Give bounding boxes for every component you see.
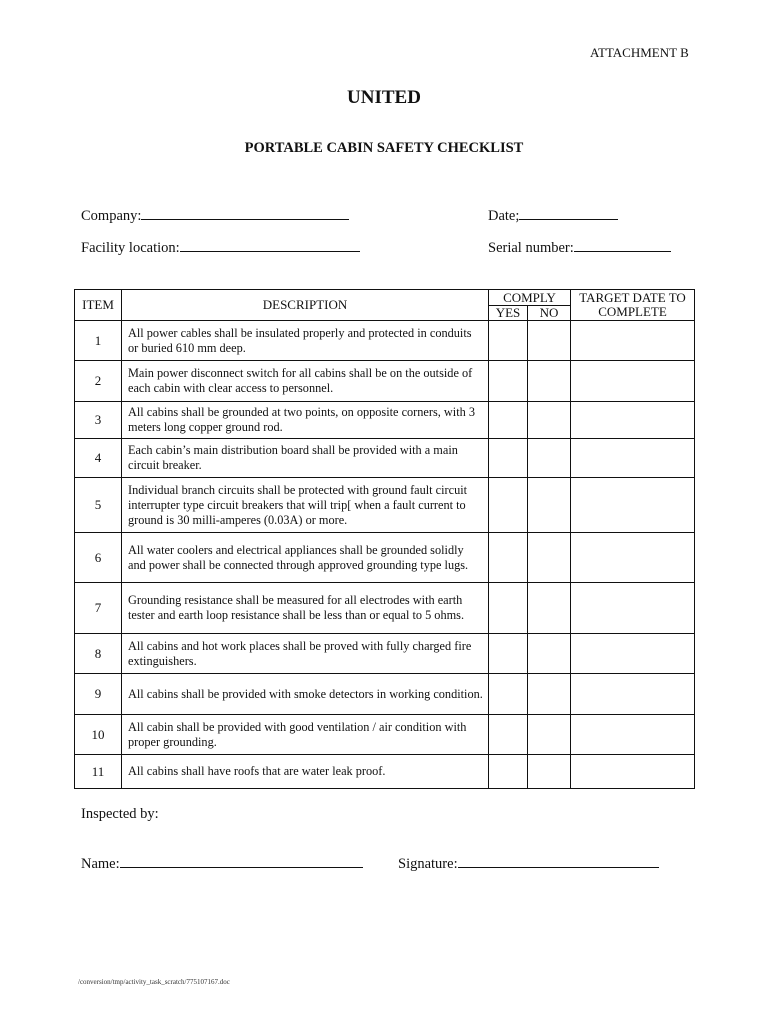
table-row <box>75 755 695 789</box>
serial-number-field[interactable] <box>488 239 671 257</box>
facility-location-blank-line[interactable] <box>180 239 360 252</box>
target-date-cell[interactable] <box>571 361 695 402</box>
no-cell[interactable] <box>528 634 571 674</box>
item-number: 5 <box>75 478 122 533</box>
company-label: Company: <box>81 208 142 224</box>
serial-number-blank-line[interactable] <box>574 239 671 252</box>
facility-location-label: Facility location: <box>81 240 180 256</box>
item-description: Main power disconnect switch for all cabins shall be on the outside of each cabin with clear access to personnel. <box>122 361 489 402</box>
inspected-by-label: Inspected by: <box>81 806 159 822</box>
header-item: ITEM <box>75 290 122 321</box>
target-date-cell[interactable] <box>571 583 695 634</box>
item-description: Grounding resistance shall be measured for all electrodes with earth tester and earth loop resistance shall be less than or equal to 5 ohms. <box>122 583 489 634</box>
item-description: All cabin shall be provided with good ventilation / air condition with proper grounding. <box>122 715 489 755</box>
table-row <box>75 478 695 533</box>
target-date-cell[interactable] <box>571 533 695 583</box>
target-date-cell[interactable] <box>571 321 695 361</box>
date-label: Date; <box>488 208 520 224</box>
item-number: 4 <box>75 439 122 478</box>
no-cell[interactable] <box>528 439 571 478</box>
header-yes: YES <box>489 306 528 321</box>
signature-field[interactable] <box>398 855 659 873</box>
table-row <box>75 439 695 478</box>
header-description: DESCRIPTION <box>122 290 489 321</box>
table-row <box>75 674 695 715</box>
no-cell[interactable] <box>528 478 571 533</box>
table-row <box>75 361 695 402</box>
no-cell[interactable] <box>528 402 571 439</box>
item-description: All cabins shall have roofs that are water leak proof. <box>122 755 489 789</box>
document-title: PORTABLE CABIN SAFETY CHECKLIST <box>244 140 524 156</box>
item-number: 1 <box>75 321 122 361</box>
yes-cell[interactable] <box>489 402 528 439</box>
item-number: 2 <box>75 361 122 402</box>
date-field[interactable] <box>488 207 618 225</box>
target-date-cell[interactable] <box>571 755 695 789</box>
signature-blank-line[interactable] <box>458 855 659 868</box>
serial-number-label: Serial number: <box>488 240 574 256</box>
name-blank-line[interactable] <box>120 855 363 868</box>
header-no: NO <box>528 306 571 321</box>
target-date-cell[interactable] <box>571 439 695 478</box>
item-description: All cabins shall be provided with smoke detectors in working condition. <box>122 674 489 715</box>
safety-checklist-table <box>74 289 695 789</box>
item-description: Individual branch circuits shall be protected with ground fault circuit interrupter type circuit breakers that will trip[ when a fault current to ground is 30 milli-amperes (0.03A) or more. <box>122 478 489 533</box>
item-number: 11 <box>75 755 122 789</box>
table-row <box>75 533 695 583</box>
item-number: 8 <box>75 634 122 674</box>
yes-cell[interactable] <box>489 533 528 583</box>
item-description: All cabins shall be grounded at two points, on opposite corners, with 3 meters long copper ground rod. <box>122 402 489 439</box>
no-cell[interactable] <box>528 533 571 583</box>
item-number: 10 <box>75 715 122 755</box>
target-date-cell[interactable] <box>571 715 695 755</box>
item-number: 3 <box>75 402 122 439</box>
date-blank-line[interactable] <box>519 207 618 220</box>
yes-cell[interactable] <box>489 583 528 634</box>
yes-cell[interactable] <box>489 674 528 715</box>
item-number: 6 <box>75 533 122 583</box>
table-row <box>75 583 695 634</box>
facility-location-field[interactable] <box>81 239 360 257</box>
target-date-cell[interactable] <box>571 402 695 439</box>
company-blank-line[interactable] <box>141 207 349 220</box>
target-date-cell[interactable] <box>571 674 695 715</box>
yes-cell[interactable] <box>489 478 528 533</box>
no-cell[interactable] <box>528 715 571 755</box>
no-cell[interactable] <box>528 583 571 634</box>
name-field[interactable] <box>81 855 363 873</box>
signature-label: Signature: <box>398 856 458 872</box>
yes-cell[interactable] <box>489 439 528 478</box>
item-description: All water coolers and electrical appliances shall be grounded solidly and power shall be connected through approved grounding type lugs. <box>122 533 489 583</box>
no-cell[interactable] <box>528 755 571 789</box>
file-path-footer: /conversion/tmp/activity_task_scratch/775107167.doc <box>78 978 230 986</box>
no-cell[interactable] <box>528 674 571 715</box>
item-number: 9 <box>75 674 122 715</box>
header-comply: COMPLY <box>489 290 571 306</box>
yes-cell[interactable] <box>489 755 528 789</box>
yes-cell[interactable] <box>489 321 528 361</box>
no-cell[interactable] <box>528 321 571 361</box>
company-field[interactable] <box>81 207 349 225</box>
table-row <box>75 634 695 674</box>
header-target-date: TARGET DATE TO COMPLETE <box>571 290 695 321</box>
target-date-cell[interactable] <box>571 478 695 533</box>
no-cell[interactable] <box>528 361 571 402</box>
target-date-cell[interactable] <box>571 634 695 674</box>
item-number: 7 <box>75 583 122 634</box>
yes-cell[interactable] <box>489 361 528 402</box>
table-row <box>75 321 695 361</box>
yes-cell[interactable] <box>489 715 528 755</box>
table-row <box>75 402 695 439</box>
organization-title: UNITED <box>347 87 421 108</box>
item-description: Each cabin’s main distribution board shall be provided with a main circuit breaker. <box>122 439 489 478</box>
table-row <box>75 715 695 755</box>
item-description: All power cables shall be insulated properly and protected in conduits or buried 610 mm deep. <box>122 321 489 361</box>
name-label: Name: <box>81 856 120 872</box>
yes-cell[interactable] <box>489 634 528 674</box>
item-description: All cabins and hot work places shall be proved with fully charged fire extinguishers. <box>122 634 489 674</box>
attachment-label: ATTACHMENT B <box>590 45 689 60</box>
